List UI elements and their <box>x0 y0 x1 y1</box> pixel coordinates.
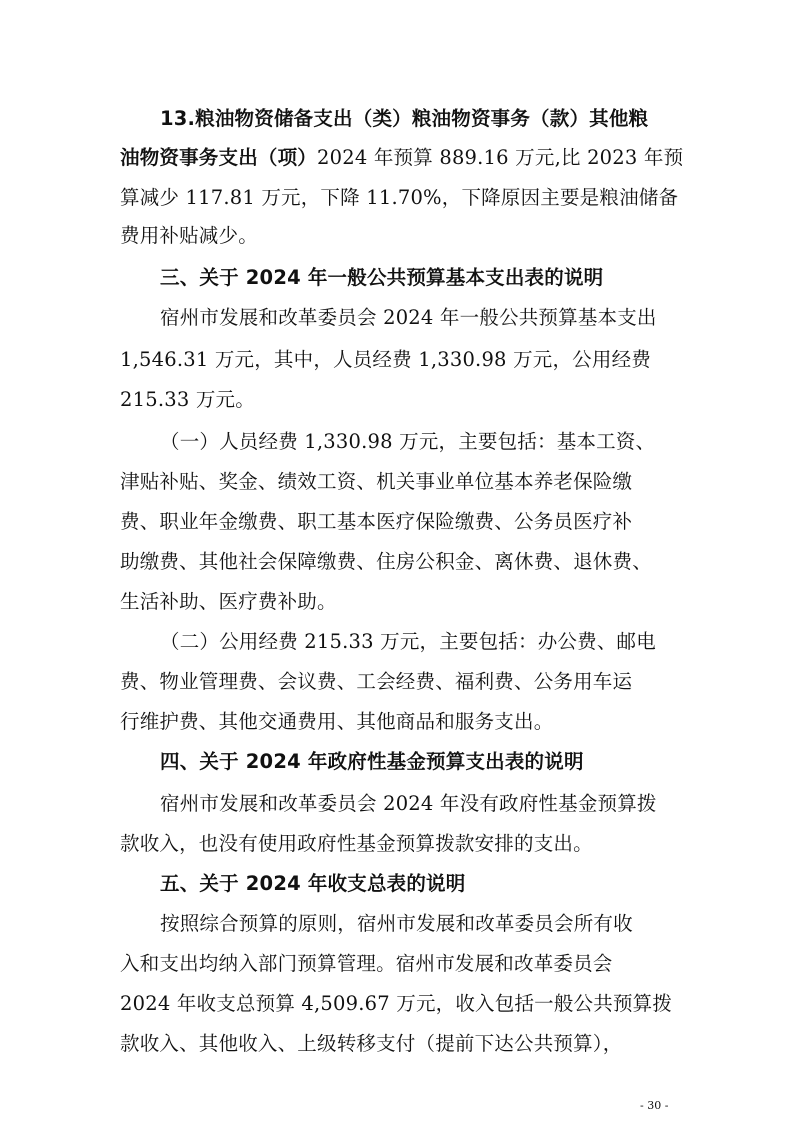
line-14-part-1: （二）公用经费 215.33 万元，主要包括：办公费、邮电 <box>160 630 656 653</box>
line-3-part-1: 算减少 117.81 万元，下降 11.70%，下降原因主要是粮油储备 <box>120 186 679 209</box>
line-19-part-1: 款收入，也没有使用政府性基金预算拨款安排的支出。 <box>120 832 593 855</box>
line-12-part-1: 助缴费、其他社会保障缴费、住房公积金、离休费、退休费、 <box>120 550 652 573</box>
line-8-part-1: 215.33 万元。 <box>120 388 255 411</box>
text-line-4 <box>120 224 258 248</box>
text-line-18 <box>160 792 657 816</box>
line-21-part-1: 按照综合预算的原则，宿州市发展和改革委员会所有收 <box>160 912 633 935</box>
line-11-part-1: 费、职业年金缴费、职工基本医疗保险缴费、公务员医疗补 <box>120 510 633 533</box>
text-line-1 <box>160 107 648 131</box>
text-line-19 <box>120 832 593 856</box>
text-line-6 <box>160 306 657 330</box>
section-heading-3 <box>160 266 603 290</box>
text-line-3 <box>120 186 678 210</box>
text-line-7 <box>120 348 651 372</box>
text-line-8 <box>120 388 255 412</box>
line-17-part-1: 四、关于 2024 年政府性基金预算支出表的说明 <box>160 750 584 773</box>
text-line-15 <box>120 670 632 694</box>
line-20-part-1: 五、关于 2024 年收支总表的说明 <box>160 872 466 895</box>
text-line-23 <box>120 992 672 1016</box>
line-5-part-1: 三、关于 2024 年一般公共预算基本支出表的说明 <box>160 266 604 289</box>
line-16-part-1: 行维护费、其他交通费用、其他商品和服务支出。 <box>120 710 554 733</box>
text-line-24 <box>120 1032 622 1056</box>
text-line-22 <box>120 952 613 976</box>
line-2-part-1: 油物资事务支出（项） <box>120 146 318 169</box>
section-heading-5 <box>160 872 465 896</box>
text-line-12 <box>120 550 652 574</box>
line-13-part-1: 生活补助、医疗费补助。 <box>120 590 337 613</box>
line-9-part-1: （一）人员经费 1,330.98 万元，主要包括：基本工资、 <box>160 430 656 453</box>
line-6-part-1: 宿州市发展和改革委员会 2024 年一般公共预算基本支出 <box>160 306 657 329</box>
line-4-part-1: 费用补贴减少。 <box>120 224 258 247</box>
line-18-part-1: 宿州市发展和改革委员会 2024 年没有政府性基金预算拨 <box>160 792 657 815</box>
text-line-14 <box>160 630 656 654</box>
section-heading-4 <box>160 750 584 774</box>
text-line-10 <box>120 470 632 494</box>
text-line-11 <box>120 510 632 534</box>
line-1-part-1: 13.粮油物资储备支出（类）粮油物资事务（款）其他粮 <box>160 107 649 130</box>
text-line-16 <box>120 710 553 734</box>
line-24-part-1: 款收入、其他收入、上级转移支付（提前下达公共预算）， <box>120 1032 623 1055</box>
line-15-part-1: 费、物业管理费、会议费、工会经费、福利费、公务用车运 <box>120 670 633 693</box>
line-7-part-1: 1,546.31 万元，其中，人员经费 1,330.98 万元，公用经费 <box>120 348 651 371</box>
text-line-13 <box>120 590 337 614</box>
line-10-part-1: 津贴补贴、奖金、绩效工资、机关事业单位基本养老保险缴 <box>120 470 633 493</box>
line-23-part-1: 2024 年收支总预算 4,509.67 万元，收入包括一般公共预算拨 <box>120 992 673 1015</box>
text-line-2 <box>120 146 683 170</box>
text-line-9 <box>160 430 655 454</box>
page-number: - 30 - <box>640 1099 669 1112</box>
text-line-21 <box>160 912 633 936</box>
line-22-part-1: 入和支出均纳入部门预算管理。宿州市发展和改革委员会 <box>120 952 613 975</box>
line-2-part-2: 2024 年预算 889.16 万元,比 2023 年预 <box>317 146 684 169</box>
